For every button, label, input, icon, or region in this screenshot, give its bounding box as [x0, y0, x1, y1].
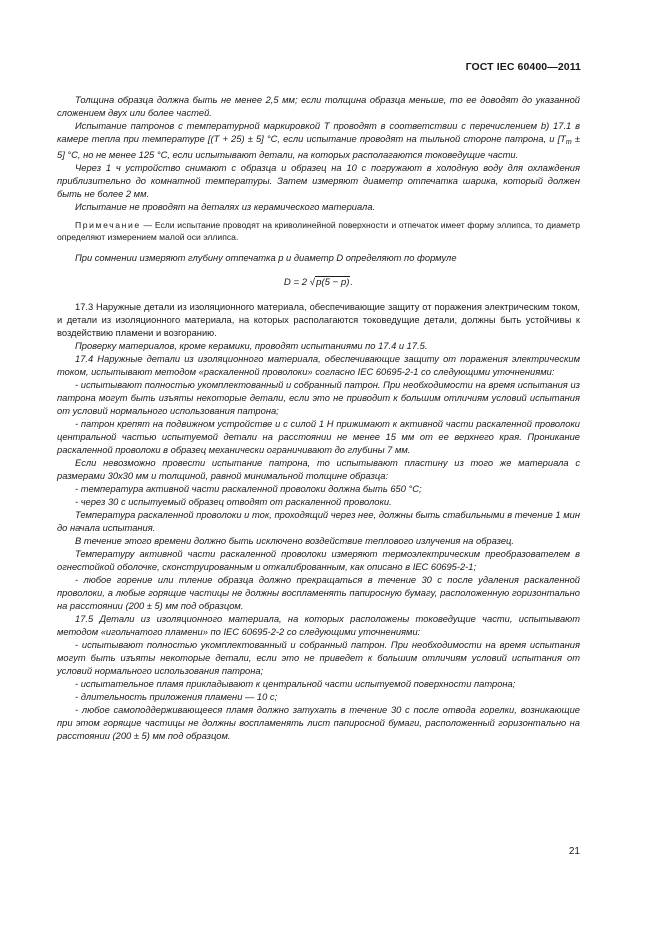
formula-radicand: p(5 − p) [316, 277, 350, 288]
paragraph: Проверку материалов, кроме керамики, проводят испытаниями по 17.4 и 17.5. [75, 341, 428, 351]
note [57, 219, 580, 243]
paragraph: В течение этого времени должно быть исключено воздействие теплового излучения на образец. [75, 536, 514, 546]
formula-end: . [350, 277, 354, 288]
paragraph: При сомнении измеряют глубину отпечатка p и диаметр D определяют по формуле [75, 253, 457, 263]
list-item: - через 30 с испытуемый образец отводят от раскаленной проволоки. [75, 497, 392, 507]
paragraph: Через 1 ч устройство снимают с образца и образец на 10 с погружают в холодную воду для охлаждения приблизительно до комнатной температуры. Затем измеряют диаметр отпечатка шарика, который должен быть не более 2 мм. [57, 163, 580, 199]
document-code: ГОСТ IEC 60400—2011 [465, 61, 581, 73]
note-label: Примечание [75, 220, 141, 230]
list-item: - любое горение или тление образца должно прекращаться в течение 30 с после удаления раскаленной проволоки, а любые горящие частицы не должны воспламенять папиросную бумагу, расположенную горизонтально на расстоянии (200 ± 5) мм под образцом. [57, 575, 580, 611]
clause-17-5: 17.5 Детали из изоляционного материала, на которых расположены токоведущие части, испытывают методом «игольчатого пламени» по IEC 60695-2-2 со следующими уточнениями: [57, 614, 580, 637]
subscript: m [565, 139, 572, 146]
list-item: - любое самоподдерживающееся пламя должно затухать в течение 30 с после отвода горелки, возникающие при этом горящие частицы не должны воспламенять лист папиросной бумаги, расположенный горизонтально на расстоянии (200 ± 5) мм под образцом. [57, 705, 580, 741]
page-number: 21 [568, 846, 580, 857]
list-item: - испытывают полностью укомплектованный и собранный патрон. При необходимости на время испытания могут быть изъяты некоторые детали, если это не приведет к большим отличиям условий испытания от условий нормального использования патрона; [57, 640, 580, 676]
text-run: Испытание патронов с температурной маркировкой Т проводят в соответствии с перечислением b) 17.1 в камере тепла при температуре [(T + 25) ± 5] °С, если испытание проводят на тыльной стороне патрона, и [T [57, 121, 580, 144]
document-body [57, 94, 580, 743]
list-item: - температура активной части раскаленной проволоки должна быть 650 °С; [75, 484, 422, 494]
paragraph: Толщина образца должна быть не менее 2,5 мм; если толщина образца меньше, то ее доводят до указанной сложением двух или более частей. [57, 95, 580, 118]
formula [57, 276, 580, 289]
paragraph: Температура раскаленной проволоки и ток, проходящий через нее, должны быть стабильными в течение 1 мин до начала испытания. [57, 510, 580, 533]
text-run: ± 5] °С, но не менее 125 °С, если испытывают детали, на которых располагаются токоведущие части. [57, 134, 580, 160]
list-item: - испытывают полностью укомплектованный и собранный патрон. При необходимости на время испытания из патрона могут быть изъяты некоторые детали, если это не приводит к большим отличиям условий испытания от условий нормального использования патрона; [57, 380, 580, 416]
paragraph: Испытание не проводят на деталях из керамического материала. [75, 202, 376, 212]
list-item: - патрон крепят на подвижном устройстве и с силой 1 Н прижимают к активной части раскаленной проволоки центральной частью испытуемой детали на расстоянии не менее 15 мм от ее верхнего края. Проникание раскаленной проволоки в образец механически ограничивают до глубины 7 мм. [57, 419, 580, 455]
formula-lhs: D = 2 [283, 277, 308, 288]
paragraph: Температуру активной части раскаленной проволоки измеряют термоэлектрическим преобразователем в огнестойкой оболочке, сконструированным и откалиброванным, как описано в IEC 60695-2-1; [57, 549, 580, 572]
paragraph [57, 120, 580, 162]
paragraph: Если невозможно провести испытание патрона, то испытывают пластину из того же материала с размерами 30x30 мм и толщиной, равной минимальной толщине образца: [57, 458, 580, 481]
sqrt-icon: √ [309, 277, 316, 288]
list-item: - испытательное пламя прикладывают к центральной части испытуемой поверхности патрона; [75, 679, 516, 689]
clause-17-4: 17.4 Наружные детали из изоляционного материала, обеспечивающие защиту от поражения электрическим током, испытывают методом «раскаленной проволоки» согласно IEC 60695-2-1 со следующими уточнениями: [57, 354, 580, 377]
list-item: - длительность приложения пламени — 10 с; [75, 692, 278, 702]
note-text: — Если испытание проводят на криволинейной поверхности и отпечаток имеет форму эллипса, то диаметр определяют измерением малой оси эллипса. [57, 220, 580, 242]
clause-17-3: 17.3 Наружные детали из изоляционного материала, обеспечивающие защиту от поражения электрическим током, и детали из изоляционного материала, на которых располагаются токоведущие детали, должны быть устойчивы к воздействию пламени и возгоранию. [57, 302, 580, 338]
